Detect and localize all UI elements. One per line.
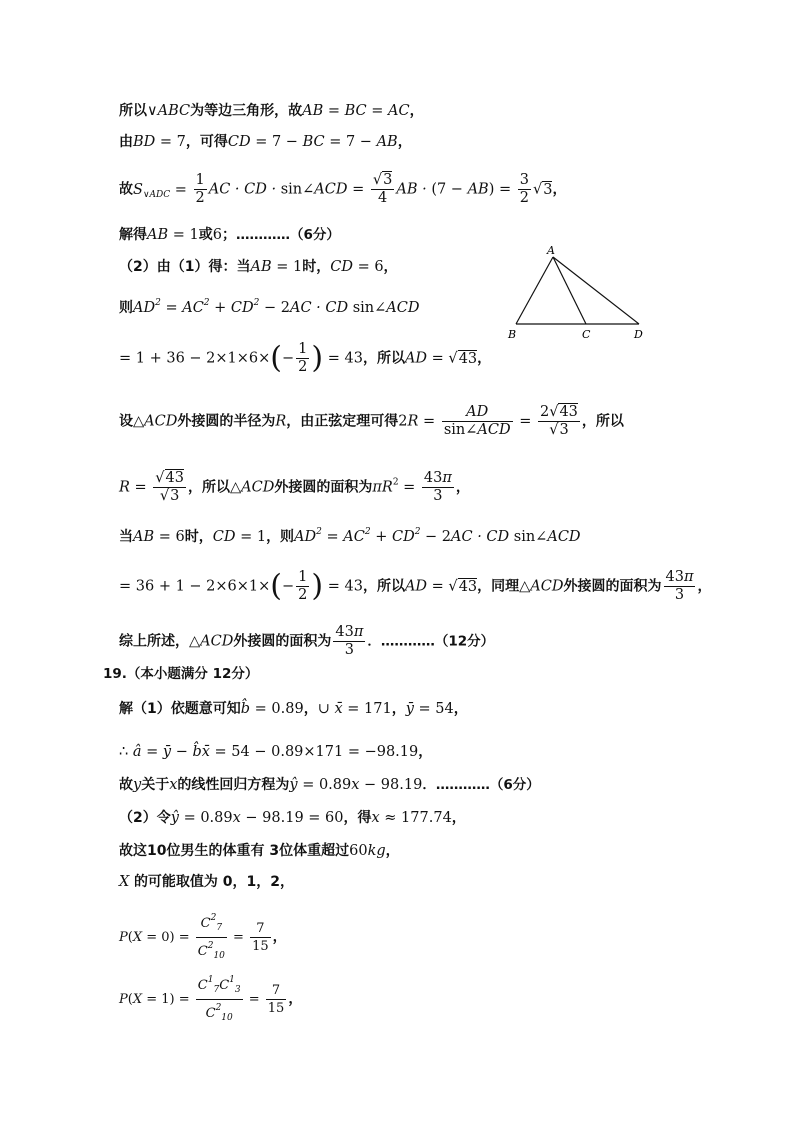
line-8: 设△ACD外接圆的半径为R，由正弦定理可得2R = $\frac{AD}{\text{sin∠ACD}}$ = $\frac{2√43}{√3}$ ，所以 (119, 404, 624, 438)
line-12: 综上所述，△ACD外接圆的面积为 $\frac{43\pi}{3}$ ．…………（12分） (119, 624, 495, 658)
fraction: $\frac{43\pi}{3}$ (665, 569, 694, 603)
line-16: 故y关于x的线性回归方程为ŷ = 0.89x − 98.19．…………（6分） (119, 777, 540, 793)
label-d: D (634, 328, 643, 341)
line-7: = 1 + 36 − 2×1×6×(− $\frac{1}{2}$ ) = 43，所以AD = √43， (119, 340, 492, 376)
fraction: $\frac{3}{2}$ (519, 172, 529, 206)
line-14: 解（1）依题意可知b̂ = 0.89，∪ x̄ = 171，ȳ = 54， (119, 701, 468, 717)
section-heading: 19.（本小题满分 12分） (103, 666, 259, 682)
fraction: $\frac{1}{2}$ (298, 569, 308, 603)
triangle-figure (500, 244, 650, 344)
label-a: A (547, 244, 555, 257)
line-5: （2）由（1）得：当AB = 1时，CD = 6， (119, 259, 398, 275)
line-4: 解得AB = 1或6；…………（6分） (119, 227, 340, 243)
fraction: $\frac{43\pi}{3}$ (335, 624, 364, 658)
line-20: P(X = 0) = $\frac{C^2_7}{C^2_{10}}$ = $\frac{7}{15}$ ， (119, 910, 287, 965)
fraction: $\frac{√43}{√3}$ (155, 470, 184, 504)
side-ac (553, 257, 586, 324)
line-21: P(X = 1) = $\frac{C^1_7C^1_3}{C^2_{10}}$ = $\frac{7}{15}$ ， (119, 972, 302, 1027)
fraction: $\frac{C^1_7C^1_3}{C^2_{10}}$ (196, 972, 243, 1027)
line-17: （2）令ŷ = 0.89x − 98.19 = 60，得x ≈ 177.74， (119, 810, 466, 826)
fraction: $\frac{7}{15}$ (252, 921, 269, 954)
line-1: 所以∨ABC为等边三角形，故AB = BC = AC， (119, 103, 424, 119)
side-ad (553, 257, 639, 324)
line-18: 故这10位男生的体重有 3位体重超过60kg， (119, 843, 400, 859)
fraction: $\frac{43\pi}{3}$ (423, 470, 452, 504)
fraction: $\frac{2√43}{√3}$ (539, 404, 578, 438)
label-b: B (508, 328, 517, 341)
label-c: C (582, 328, 591, 341)
fraction: $\frac{1}{2}$ (195, 172, 205, 206)
fraction: $\frac{√3}{4}$ (372, 172, 393, 206)
fraction: $\frac{AD}{\text{sin∠ACD}}$ (443, 404, 511, 438)
line-11: = 36 + 1 − 2×6×1×(− $\frac{1}{2}$ ) = 43，所以AD = √43，同理△ACD外接圆的面积为 $\frac{43\pi}{3}$ ， (119, 568, 712, 604)
fraction: $\frac{C^2_7}{C^2_{10}}$ (196, 910, 227, 965)
line-9: R = $\frac{√43}{√3}$ ，所以△ACD外接圆的面积为$\pi R^2$ = $\frac{43\pi}{3}$ ， (119, 470, 470, 504)
line-3: 故$S_{\vee ADC}$ = $\frac{1}{2}$ AC · CD · sin∠ACD = $\frac{√3}{4}$ AB · (7 − AB) = $\frac{3}{2}$ √3， (119, 172, 567, 206)
line-2: 由BD = 7，可得CD = 7 − BC = 7 − AB， (119, 134, 412, 150)
line-19: X 的可能取值为 0，1，2， (119, 874, 295, 890)
line-10: 当AB = 6时，CD = 1，则$AD^2 = AC^2 + CD^2 - 2AC$ · CD sin∠ACD (119, 527, 581, 545)
side-ab (516, 257, 553, 324)
line-6: 则$AD^2 = AC^2 + CD^2 - 2AC$ · CD sin∠ACD (119, 298, 420, 316)
fraction: $\frac{7}{15}$ (267, 983, 285, 1016)
line-15: ∴ â = ȳ − b̂x̄ = 54 − 0.89×171 = −98.19， (119, 744, 433, 760)
fraction: $\frac{1}{2}$ (298, 341, 308, 375)
